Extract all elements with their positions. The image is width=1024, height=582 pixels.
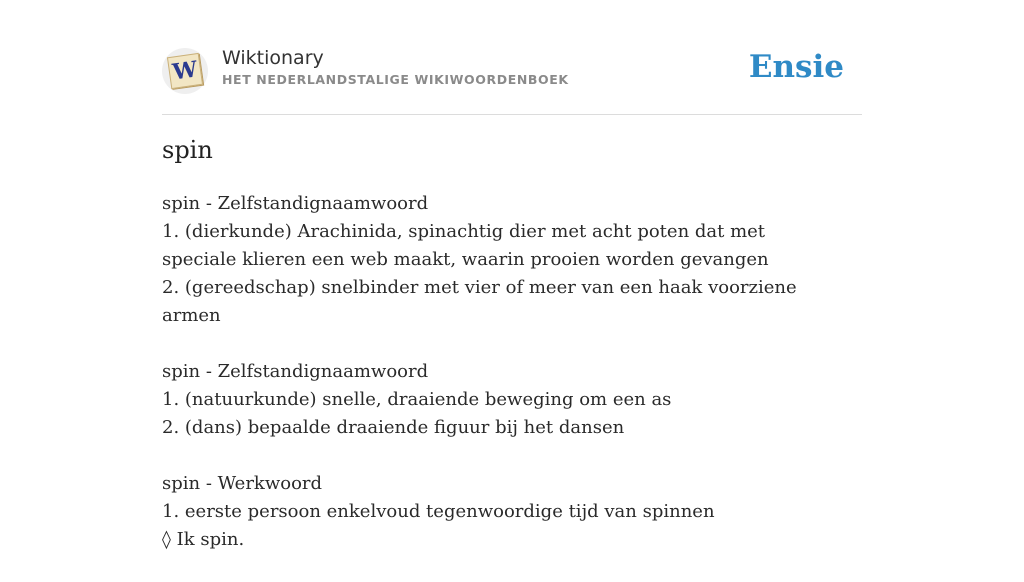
wiktionary-logo-icon[interactable] xyxy=(162,48,208,94)
page-title: spin xyxy=(162,136,213,164)
site-title[interactable]: Wiktionary xyxy=(222,47,324,69)
definition-line: 2. (gereedschap) snelbinder met vier of meer van een haak voorziene armen xyxy=(162,277,797,326)
entry-heading: spin - Werkwoord xyxy=(162,473,323,494)
definition-line: 1. eerste persoon enkelvoud tegenwoordige tijd van spinnen xyxy=(162,501,715,522)
example-line: ◊ Ik spin. xyxy=(162,529,245,550)
definition-entry xyxy=(162,470,842,554)
entry-heading: spin - Zelfstandignaamwoord xyxy=(162,193,429,214)
definition-entry xyxy=(162,190,842,330)
site-subtitle: HET NEDERLANDSTALIGE WIKIWOORDENBOEK xyxy=(222,72,569,87)
definitions xyxy=(162,190,842,582)
definition-line: 1. (dierkunde) Arachinida, spinachtig dier met acht poten dat met speciale klieren een web maakt, waarin prooien worden gevangen xyxy=(162,221,769,270)
logo-tile: W xyxy=(167,53,203,89)
site-brand[interactable] xyxy=(222,46,569,87)
entry-heading: spin - Zelfstandignaamwoord xyxy=(162,361,429,382)
site-header xyxy=(162,44,862,115)
definition-line: 1. (natuurkunde) snelle, draaiende beweging om een as xyxy=(162,389,672,410)
definition-entry xyxy=(162,358,842,442)
definition-line: 2. (dans) bepaalde draaiende figuur bij het dansen xyxy=(162,417,625,438)
ensie-brand-link[interactable]: Ensie xyxy=(748,49,844,85)
